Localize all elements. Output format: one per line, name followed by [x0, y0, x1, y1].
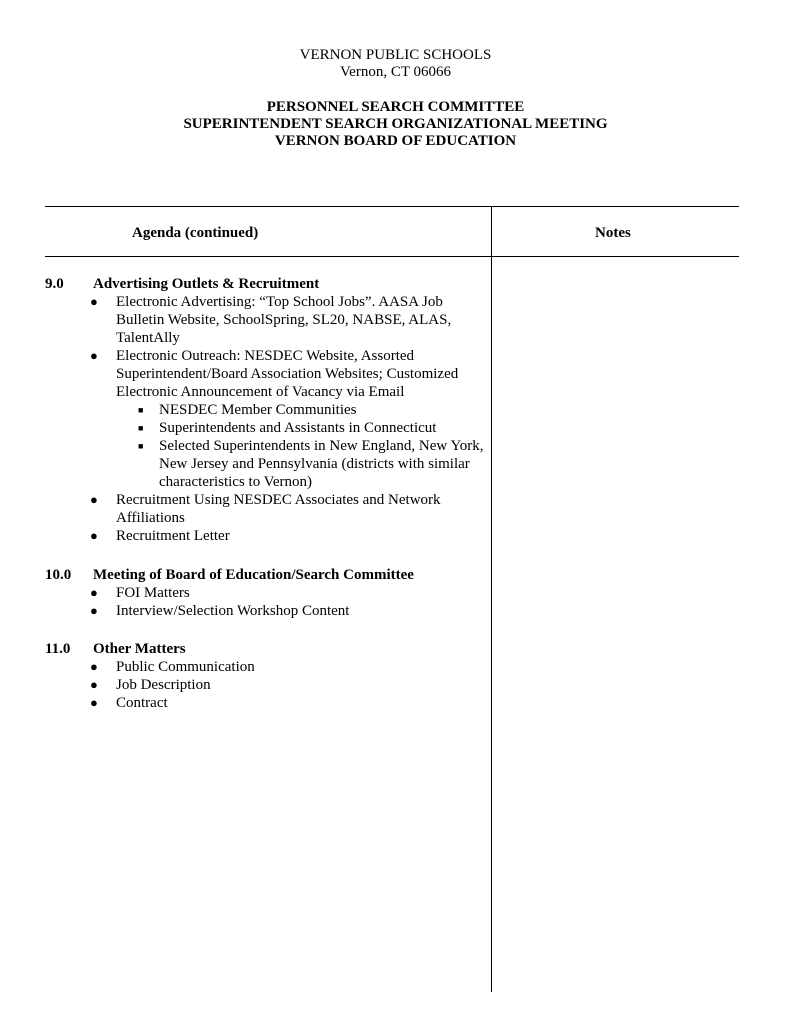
list-item: ● Recruitment Using NESDEC Associates and Network Affiliations	[90, 492, 441, 526]
bullet-icon: ●	[90, 585, 98, 600]
district-location: Vernon, CT 06066	[340, 64, 451, 80]
list-item: ● Recruitment Letter	[90, 528, 230, 544]
letterhead	[0, 47, 791, 81]
list-item: ● Electronic Outreach: NESDEC Website, Assorted Superintendent/Board Association Websites; Customized Electronic Announcement of Vacancy via Email ■ NESDEC Member Communities ■ Superintendents and Assistants in Connecticut ■ Selected Superintendents in New England, New York, New Jersey and Pennsylvania (districts with similar characteristics to Vernon)	[45, 347, 485, 491]
list-item: ● Electronic Advertising: “Top School Jobs”. AASA Job Bulletin Website, SchoolSpring, SL20, NABSE, ALAS, TalentAlly	[90, 294, 452, 346]
square-bullet-icon: ■	[138, 405, 144, 415]
section-title: Meeting of Board of Education/Search Committee	[93, 567, 414, 583]
document-title	[0, 99, 791, 150]
bullet-icon: ●	[90, 528, 98, 543]
agenda-column-header: Agenda (continued)	[132, 225, 259, 241]
title-line-3: VERNON BOARD OF EDUCATION	[274, 133, 517, 149]
list-item: ● FOI Matters	[90, 585, 190, 601]
square-bullet-icon: ■	[138, 441, 144, 451]
section-heading	[45, 275, 485, 293]
section-title: Advertising Outlets & Recruitment	[93, 276, 320, 292]
bullet-icon: ●	[90, 677, 98, 692]
table-top-rule	[45, 206, 739, 207]
section-number: 11.0	[45, 641, 71, 657]
bullet-icon: ●	[90, 603, 98, 618]
bullet-icon: ●	[90, 695, 98, 710]
section-title: Other Matters	[93, 641, 186, 657]
district-name: VERNON PUBLIC SCHOOLS	[299, 47, 492, 63]
section-items	[45, 293, 485, 545]
section-items	[45, 658, 485, 712]
agenda-section-9	[45, 275, 485, 545]
sub-list-item: ■ Superintendents and Assistants in Connecticut	[138, 420, 437, 436]
agenda-section-11	[45, 640, 485, 712]
section-heading	[45, 640, 485, 658]
bullet-icon: ●	[90, 659, 98, 674]
list-item: ● Public Communication	[90, 659, 255, 675]
sub-list-item: ■ Selected Superintendents in New England, New York, New Jersey and Pennsylvania (districts with similar characteristics to Vernon)	[138, 438, 484, 490]
title-line-1: PERSONNEL SEARCH COMMITTEE	[266, 99, 525, 115]
section-items	[45, 584, 485, 620]
sub-list-item: ■ NESDEC Member Communities	[138, 402, 357, 418]
list-item: ● Job Description	[90, 677, 211, 693]
section-number: 10.0	[45, 567, 72, 583]
bullet-icon: ●	[90, 492, 98, 507]
sub-items	[116, 401, 485, 491]
section-number: 9.0	[45, 276, 64, 292]
square-bullet-icon: ■	[138, 423, 144, 433]
bullet-icon: ●	[90, 348, 98, 363]
table-header-rule	[45, 256, 739, 257]
list-item: ● Interview/Selection Workshop Content	[90, 603, 350, 619]
notes-column-header: Notes	[595, 225, 631, 241]
title-line-2: SUPERINTENDENT SEARCH ORGANIZATIONAL MEETING	[183, 116, 608, 132]
column-divider	[491, 207, 492, 992]
bullet-icon: ●	[90, 294, 98, 309]
list-item: ● Contract	[90, 695, 168, 711]
agenda-section-10	[45, 566, 485, 620]
section-heading	[45, 566, 485, 584]
